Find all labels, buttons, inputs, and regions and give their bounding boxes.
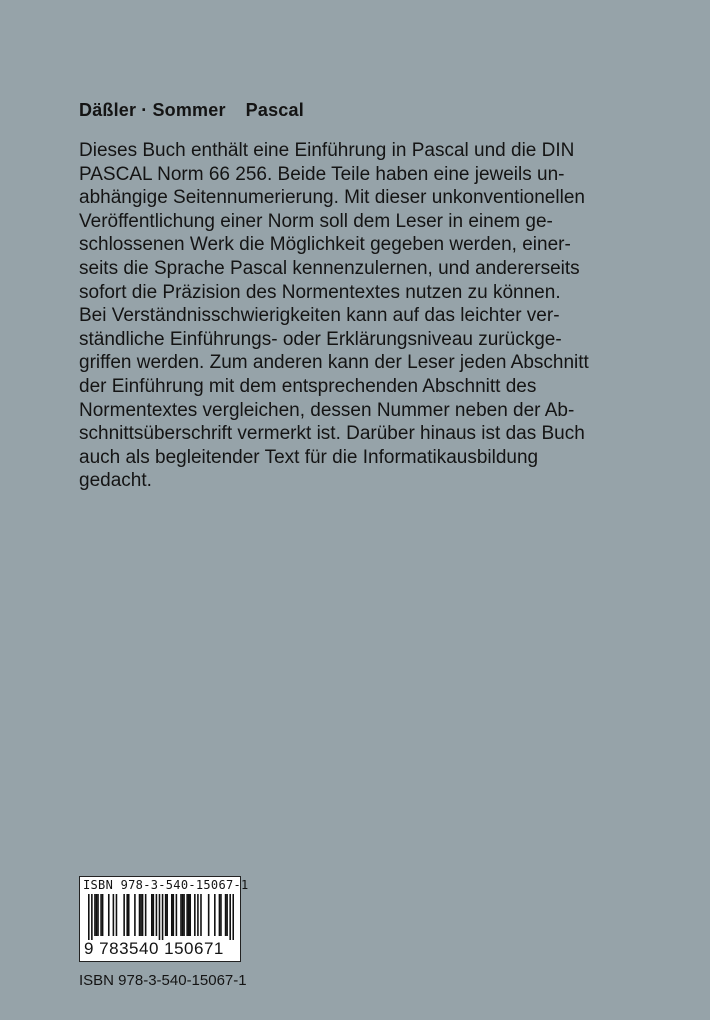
barcode-bar (91, 894, 93, 940)
cover-heading (79, 100, 304, 121)
barcode-bar (208, 894, 210, 936)
barcode-bar (232, 894, 234, 940)
barcode-bar (113, 894, 115, 936)
barcode-bar (145, 894, 147, 936)
barcode-digits: 9 783540 150671 (84, 939, 224, 958)
barcode-bar (188, 894, 190, 936)
barcode-bar (102, 894, 104, 936)
blurb-line: Veröffentlichung einer Norm soll dem Leser in einem ge- (79, 210, 553, 232)
barcode (79, 876, 249, 962)
barcode-bar (197, 894, 199, 936)
barcode-bar (151, 894, 153, 936)
barcode-bar (165, 894, 167, 936)
barcode-bar (134, 894, 136, 936)
blurb-text (79, 139, 679, 493)
barcode-bar (189, 894, 191, 936)
barcode-bar (220, 894, 222, 936)
barcode-bar (173, 894, 175, 936)
barcode-bar (116, 894, 118, 936)
blurb-line: ständliche Einführungs- oder Erklärungsniveau zurückge- (79, 328, 562, 350)
barcode-bar (123, 894, 125, 936)
blurb-line: der Einführung mit dem entsprechenden Abschnitt des (79, 375, 537, 397)
barcode-bar (159, 894, 161, 940)
barcode-bar (225, 894, 227, 936)
barcode-bar (183, 894, 185, 936)
blurb-line: griffen werden. Zum anderen kann der Leser jeden Abschnitt (79, 352, 589, 374)
barcode-bar (226, 894, 228, 936)
author-name-2: Sommer (152, 100, 226, 120)
barcode-bar (171, 894, 173, 936)
blurb-line: Normentextes vergleichen, dessen Nummer neben der Ab- (79, 399, 575, 421)
barcode-bar (214, 894, 216, 936)
book-title: Pascal (245, 100, 304, 120)
barcode-bar (153, 894, 155, 936)
barcode-bar (100, 894, 102, 936)
isbn-text: ISBN 978-3-540-15067-1 (79, 972, 247, 989)
barcode-bar (162, 894, 164, 940)
barcode-bar (186, 894, 188, 936)
barcode-bar (140, 894, 142, 936)
barcode-bar (156, 894, 158, 936)
author-separator: · (141, 100, 148, 120)
blurb-line: sofort die Präzision des Normentextes nutzen zu können. (79, 281, 561, 303)
barcode-bar (126, 894, 128, 936)
barcode-bar (94, 894, 96, 936)
barcode-bar (97, 894, 99, 936)
barcode-bar (200, 894, 202, 936)
blurb-line: schnittsüberschrift vermerkt ist. Darüber hinaus ist das Buch (79, 423, 585, 445)
barcode-bars (88, 894, 234, 940)
barcode-bar (139, 894, 141, 936)
blurb-line: Bei Verständnisschwierigkeiten kann auf das leichter ver- (79, 305, 560, 327)
barcode-bar (180, 894, 182, 936)
author-name-1: Däßler (79, 100, 137, 120)
blurb-line: abhängige Seitennumerierung. Mit dieser unkonventionellen (79, 187, 585, 209)
barcode-bar (142, 894, 144, 936)
barcode-bar (88, 894, 90, 940)
blurb-line: auch als begleitender Text für die Informatikausbildung (79, 446, 539, 468)
barcode-bar (96, 894, 98, 936)
blurb-line: PASCAL Norm 66 256. Beide Teile haben eine jeweils un- (79, 163, 565, 185)
barcode-isbn-label: ISBN 978-3-540-15067-1 (83, 878, 249, 892)
barcode-bar (229, 894, 231, 940)
blurb-line: seits die Sprache Pascal kennenzulernen, und andererseits (79, 257, 580, 279)
barcode-bar (108, 894, 110, 936)
barcode-bar (219, 894, 221, 936)
barcode-bar (176, 894, 178, 936)
barcode-bar (128, 894, 130, 936)
barcode-bar (166, 894, 168, 936)
blurb-line: gedacht. (79, 470, 152, 492)
barcode-bar (182, 894, 184, 936)
blurb-line: Dieses Buch enthält eine Einführung in Pascal und die DIN (79, 140, 575, 161)
blurb-line: schlossenen Werk die Möglichkeit gegeben werden, einer- (79, 234, 571, 256)
barcode-bar (194, 894, 196, 936)
